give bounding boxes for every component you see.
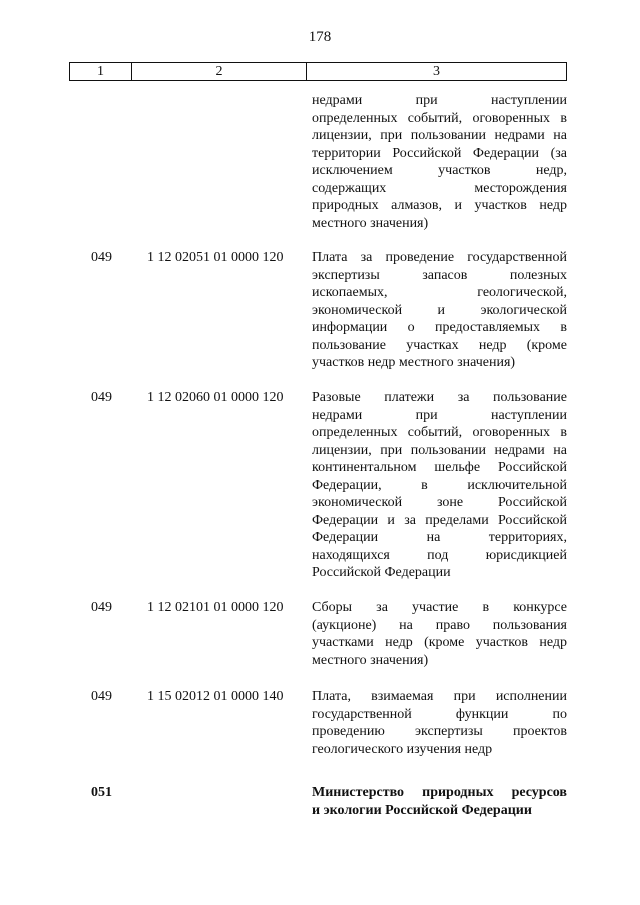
text-line: геологического изучения недр bbox=[312, 741, 493, 757]
text-line: исключением участков недр, bbox=[312, 163, 567, 178]
page-number: 178 bbox=[308, 29, 332, 45]
column-header-row bbox=[69, 62, 567, 81]
admin-code: 049 bbox=[91, 250, 112, 265]
text-line: Сборы за участие в конкурсе bbox=[312, 600, 567, 615]
text-line: Плата, взимаемая при исполнении bbox=[312, 689, 567, 704]
text-line: определенных событий, оговоренных в bbox=[312, 110, 567, 126]
text-line: экономической зоне Российской bbox=[312, 495, 567, 510]
revenue-description bbox=[312, 688, 567, 758]
budget-classification-code: 1 12 02060 01 0000 120 bbox=[147, 390, 284, 405]
admin-code: 049 bbox=[91, 689, 112, 704]
text-line: Федерации, в исключительной bbox=[312, 477, 567, 493]
column-header-1: 1 bbox=[70, 63, 132, 80]
text-line: Разовые платежи за пользование bbox=[312, 390, 567, 405]
budget-classification-code: 1 15 02012 01 0000 140 bbox=[147, 689, 284, 704]
text-line: участками недр (кроме участков недр bbox=[312, 635, 567, 650]
budget-classification-code: 1 12 02051 01 0000 120 bbox=[147, 250, 284, 265]
text-line: государственной функции по bbox=[312, 706, 567, 722]
text-line: континентальном шельфе Российской bbox=[312, 460, 567, 475]
ministry-name bbox=[312, 784, 567, 819]
text-line: Плата за проведение государственной bbox=[312, 250, 567, 265]
column-header-2: 2 bbox=[132, 63, 307, 80]
text-line: Федерации и за пределами Российской bbox=[312, 512, 567, 528]
text-line: проведению экспертизы проектов bbox=[312, 724, 567, 739]
text-line: ископаемых, геологической, bbox=[312, 285, 567, 300]
text-line: участков недр местного значения) bbox=[312, 355, 516, 370]
text-line: территории Российской Федерации (за bbox=[312, 145, 567, 161]
text-line: экономической и экологической bbox=[312, 302, 567, 318]
text-line: недрами при наступлении bbox=[312, 407, 567, 423]
admin-code: 049 bbox=[91, 600, 112, 615]
text-line: природных алмазов, и участков недр bbox=[312, 198, 567, 213]
text-line: находящихся под юрисдикцией bbox=[312, 547, 567, 563]
continuation-text bbox=[312, 92, 567, 232]
text-line: информации о предоставляемых в bbox=[312, 320, 567, 335]
text-line: лицензии, при пользовании недрами на bbox=[312, 128, 567, 143]
revenue-description bbox=[312, 599, 567, 669]
revenue-description bbox=[312, 389, 567, 582]
budget-classification-code: 1 12 02101 01 0000 120 bbox=[147, 600, 284, 615]
text-line: местного значения) bbox=[312, 652, 429, 668]
text-line: пользование участках недр (кроме bbox=[312, 337, 567, 353]
text-line: Федерации на территориях, bbox=[312, 530, 567, 545]
text-line: лицензии, при пользовании недрами на bbox=[312, 442, 567, 458]
text-line: недрами при наступлении bbox=[312, 93, 567, 108]
text-line: Российской Федерации bbox=[312, 565, 451, 580]
text-line: и экологии Российской Федерации bbox=[312, 802, 532, 818]
text-line: содержащих месторождения bbox=[312, 180, 567, 196]
text-line: (аукционе) на право пользования bbox=[312, 617, 567, 633]
text-line: Министерство природных ресурсов bbox=[312, 785, 567, 800]
text-line: экспертизы запасов полезных bbox=[312, 267, 567, 283]
text-line: определенных событий, оговоренных в bbox=[312, 425, 567, 440]
admin-code: 049 bbox=[91, 390, 112, 405]
admin-code: 051 bbox=[91, 785, 112, 800]
column-header-3: 3 bbox=[433, 64, 440, 79]
revenue-description bbox=[312, 249, 567, 372]
text-line: местного значения) bbox=[312, 215, 429, 231]
